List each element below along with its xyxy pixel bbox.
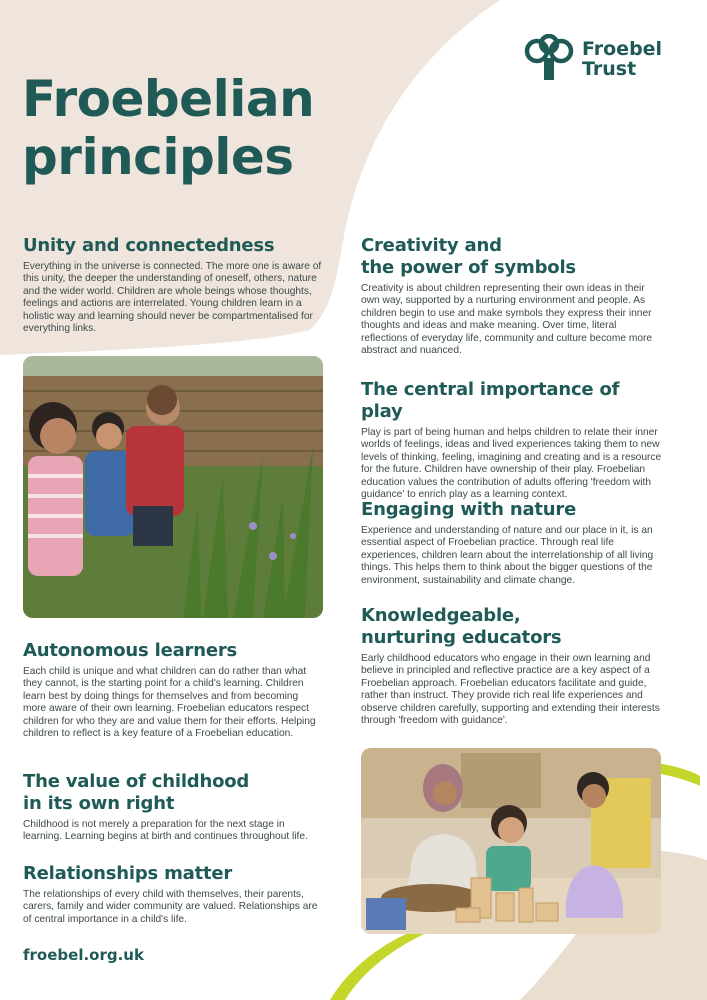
section-creativity (361, 235, 663, 357)
section-heading: Autonomous learners (23, 640, 238, 661)
section-body: Early childhood educators who engage in their own learning and believe in principled and reflective practice are a key aspect of a Froebelian approach. Froebelian educators facilitate and guide, rather than instruct. They provide rich real life experiences and observe children carefully, supporting and extending their interests through 'freedom with guidance'. (361, 653, 660, 727)
heading-line-1: Creativity and (361, 235, 502, 256)
section-educators (361, 605, 663, 727)
section-body: Everything in the universe is connected. The more one is aware of this unity, the deeper the understanding of oneself, others, nature and the wider world. Children are whole beings whose thoughts, feelings and actions are interrelated. Young children learn in a holistic way and learning should never be compartmentalised for everything links. (23, 261, 322, 335)
heading-line-1: Knowledgeable, (361, 605, 521, 626)
page-title (22, 70, 352, 186)
photo-children-garden (23, 356, 323, 618)
section-relationships (23, 863, 323, 926)
section-body: Creativity is about children representing their own ideas in their own way, supported by a nurturing environment and people. As children begin to use and make symbols they express their inner thoughts and ideas and make meaning. Over time, literal reflections of everyday life, community and culture become more abstract and nuanced. (361, 283, 653, 357)
footer-url-link[interactable]: froebel.org.uk (23, 946, 144, 964)
logo-line-1: Froebel (582, 38, 663, 60)
section-play (361, 379, 663, 501)
section-childhood (23, 771, 323, 844)
classroom-illustration (361, 748, 661, 934)
section-nature (361, 499, 663, 587)
section-body: Experience and understanding of nature and our place in it, is an essential aspect of Froebelian practice. Through real life experiences, children learn about the interrelationship of all living things. This helps them to think about the bigger questions of the environment, sustainability and climate change. (361, 525, 654, 586)
section-heading: Unity and connectedness (23, 235, 275, 256)
logo-wordmark (582, 39, 662, 79)
section-unity (23, 235, 323, 335)
section-autonomous (23, 640, 323, 740)
title-line-1: Froebelian (22, 70, 315, 128)
section-heading (361, 235, 663, 279)
garden-illustration (23, 356, 323, 618)
section-heading: Engaging with nature (361, 499, 577, 520)
section-body: Each child is unique and what children can do rather than what they cannot, is the starting point for a child's learning. Children learn best by doing things for themselves and from becoming more aware of their own learning. Froebelian educators respect children for who they are and value them for their efforts. Helping children to reflect is a key feature of a Froebelian education. (23, 666, 316, 740)
logo-line-2: Trust (582, 58, 637, 80)
title-line-2: principles (22, 128, 294, 186)
heading-line-2: the power of symbols (361, 257, 576, 278)
photo-educator-blocks (361, 748, 661, 934)
tree-logo-icon (524, 34, 574, 84)
section-body: Childhood is not merely a preparation for the next stage in learning. Learning begins at birth and continues throughout life. (23, 819, 308, 843)
froebel-trust-logo (524, 34, 674, 84)
heading-line-1: The value of childhood (23, 771, 250, 792)
section-body: The relationships of every child with themselves, their parents, carers, family and wider community are valued. Relationships are of central importance in a child's life. (23, 889, 318, 925)
heading-line-2: nurturing educators (361, 627, 562, 648)
section-body: Play is part of being human and helps children to relate their inner worlds of feelings, ideas and lived experiences taking them to new levels of thinking, feeling, imagining and creating and is a resource for the future. Children have ownership of their play. Froebelian education values the contribution of adults offering 'freedom with guidance' to enrich play as a learning context. (361, 427, 662, 501)
section-heading: The central importance of play (361, 379, 620, 422)
section-heading (361, 605, 663, 649)
section-heading (23, 771, 323, 815)
heading-line-2: in its own right (23, 793, 175, 814)
section-heading: Relationships matter (23, 863, 233, 884)
